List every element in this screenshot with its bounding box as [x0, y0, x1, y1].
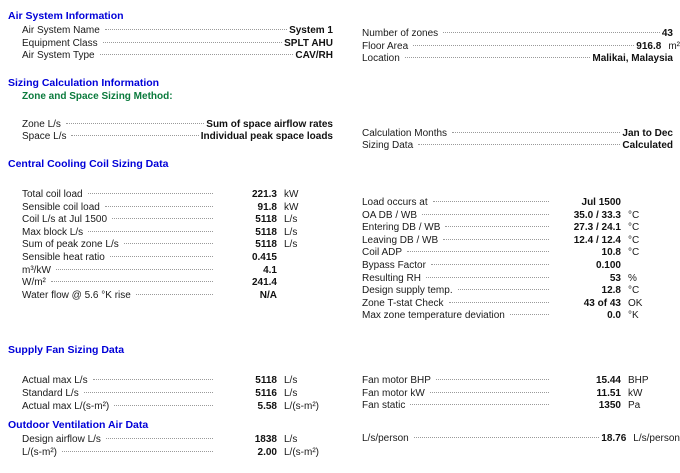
- row-label: Fan motor kW: [362, 387, 425, 399]
- leader-dots: [62, 445, 213, 455]
- row-label: Actual max L/(s-m²): [22, 400, 110, 412]
- row-unit: L/s: [284, 387, 298, 399]
- sizing-calc-right-rows: [340, 126, 680, 151]
- sizing-calc-left-rows: [0, 117, 340, 142]
- leader-dots: [407, 245, 549, 255]
- row-value: 43: [661, 28, 673, 39]
- table-row: [0, 373, 340, 386]
- row-value: 0.100: [595, 259, 621, 271]
- row-value: N/A: [259, 289, 277, 301]
- row-label: Fan static: [362, 400, 406, 412]
- row-value: Individual peak space loads: [200, 131, 333, 143]
- table-row: [340, 26, 680, 39]
- table-row: [0, 432, 340, 445]
- table-row: [0, 288, 340, 301]
- row-label: Entering DB / WB: [362, 222, 441, 234]
- row-value: 241.4: [251, 277, 277, 289]
- table-row: [0, 200, 340, 213]
- leader-dots: [426, 271, 549, 281]
- table-row: [0, 399, 340, 412]
- leader-dots: [452, 126, 620, 136]
- table-row: [340, 373, 680, 386]
- row-unit: kW: [284, 188, 299, 200]
- table-row: [340, 126, 680, 139]
- row-label: Space L/s: [22, 131, 67, 143]
- row-label: Total coil load: [22, 188, 83, 200]
- leader-dots: [84, 386, 213, 396]
- section-title-central-cooling-coil-sizing-data: Central Cooling Coil Sizing Data: [8, 157, 169, 170]
- row-value: 35.0 / 33.3: [573, 209, 621, 221]
- row-unit: °K: [628, 310, 639, 322]
- row-label: Water flow @ 5.6 °K rise: [22, 289, 131, 301]
- row-label: Equipment Class: [22, 37, 98, 49]
- row-label: Max block L/s: [22, 226, 84, 238]
- table-row: [0, 212, 340, 225]
- leader-dots: [105, 200, 213, 210]
- section-title-air-system-information: Air System Information: [8, 10, 124, 22]
- table-row: [0, 445, 340, 458]
- section-title-sizing-calculation-information: Sizing Calculation Information: [8, 76, 160, 89]
- table-row: [340, 51, 680, 64]
- row-unit: L/(s-m²): [284, 446, 319, 458]
- leader-dots: [124, 237, 213, 247]
- leader-dots: [458, 283, 549, 293]
- row-value: 221.3: [251, 188, 277, 200]
- row-unit: BHP: [628, 374, 649, 386]
- leader-dots: [410, 398, 549, 408]
- section-supply-fan-sizing-data: [0, 344, 340, 411]
- row-label: Location: [362, 53, 400, 65]
- row-unit: L/s: [284, 239, 298, 251]
- row-label: Air System Name: [22, 25, 100, 36]
- leader-dots: [430, 386, 549, 396]
- row-unit: kW: [628, 387, 643, 399]
- row-label: Air System Type: [22, 50, 95, 62]
- air-system-left-rows: [0, 23, 340, 61]
- row-unit: OK: [628, 297, 643, 309]
- row-value: 12.8: [601, 285, 621, 297]
- row-unit: °C: [628, 222, 640, 234]
- table-row: [340, 39, 680, 52]
- row-value: 18.76: [601, 432, 627, 444]
- leader-dots: [88, 187, 213, 197]
- row-value: 5118: [255, 214, 277, 226]
- table-row: [340, 386, 680, 399]
- row-unit: m²: [668, 40, 680, 52]
- left-column: [0, 0, 340, 457]
- table-row: [0, 36, 340, 49]
- outdoor-air-left-rows: [0, 432, 340, 457]
- row-value: 91.8: [257, 201, 277, 213]
- row-label: Standard L/s: [22, 387, 79, 399]
- row-value: 0.415: [251, 251, 277, 263]
- leader-dots: [414, 431, 600, 441]
- row-value: CAV/RH: [295, 50, 333, 62]
- row-value: 2.00: [257, 446, 277, 458]
- row-value: 1350: [598, 400, 621, 412]
- row-label: W/m²: [22, 277, 46, 289]
- row-value: Calculated: [622, 140, 673, 152]
- row-unit: kW: [284, 201, 299, 213]
- row-value: System 1: [289, 25, 333, 36]
- table-row: [340, 195, 680, 208]
- table-row: [340, 308, 680, 321]
- table-row: [340, 233, 680, 246]
- leader-dots: [110, 250, 213, 260]
- leader-dots: [136, 288, 213, 298]
- row-label: Coil L/s at Jul 1500: [22, 214, 108, 226]
- row-value: 11.51: [596, 387, 621, 399]
- row-unit: L/s: [284, 375, 298, 387]
- row-label: Floor Area: [362, 40, 409, 52]
- row-unit: %: [628, 272, 637, 284]
- row-value: 12.4 / 12.4: [573, 234, 621, 246]
- table-row: [0, 23, 340, 36]
- table-row: [0, 237, 340, 250]
- right-column: [340, 0, 680, 457]
- table-row: [340, 138, 680, 151]
- supply-fan-left-rows: [0, 373, 340, 411]
- table-row: [0, 225, 340, 238]
- row-value: 916.8: [636, 40, 662, 52]
- row-value: 27.3 / 24.1: [573, 222, 621, 234]
- table-row: [340, 208, 680, 221]
- row-label: m³/kW: [22, 264, 51, 276]
- row-value: Sum of space airflow rates: [206, 118, 333, 130]
- outdoor-air-right-rows: [340, 431, 680, 444]
- leader-dots: [112, 212, 213, 222]
- leader-dots: [433, 195, 549, 205]
- row-value: Malikai, Malaysia: [592, 53, 673, 65]
- row-value: 4.1: [263, 264, 277, 276]
- table-row: [340, 431, 680, 444]
- leader-dots: [106, 432, 213, 442]
- row-value: 10.8: [601, 247, 621, 259]
- leader-dots: [405, 51, 591, 61]
- table-row: [340, 296, 680, 309]
- section-sizing-calculation-information: [0, 77, 340, 142]
- row-value: 0.0: [607, 310, 621, 322]
- leader-dots: [51, 275, 213, 285]
- row-label: L/(s-m²): [22, 446, 57, 458]
- section-air-system-information: [0, 10, 340, 61]
- air-system-right-rows: [340, 26, 680, 64]
- table-row: [0, 129, 340, 142]
- row-label: Max zone temperature deviation: [362, 310, 505, 322]
- leader-dots: [436, 373, 549, 383]
- leader-dots: [418, 138, 620, 148]
- supply-fan-right-rows: [340, 373, 680, 411]
- leader-dots: [93, 373, 213, 383]
- leader-dots: [103, 36, 283, 46]
- leader-dots: [413, 39, 634, 49]
- row-value: Jan to Dec: [622, 127, 673, 139]
- row-label: Resulting RH: [362, 272, 421, 284]
- section-central-cooling-coil-sizing-data: [0, 158, 340, 300]
- row-unit: L/s: [284, 434, 298, 446]
- row-label: Sum of peak zone L/s: [22, 239, 119, 251]
- row-label: Actual max L/s: [22, 375, 88, 387]
- leader-dots: [443, 233, 549, 243]
- row-value: Jul 1500: [581, 196, 621, 208]
- cooling-coil-left-rows: [0, 187, 340, 300]
- leader-dots: [422, 208, 549, 218]
- row-value: SPLT AHU: [284, 37, 333, 49]
- row-label: Number of zones: [362, 28, 439, 39]
- row-unit: °C: [628, 247, 640, 259]
- leader-dots: [114, 399, 213, 409]
- row-value: 15.44: [595, 374, 621, 386]
- row-unit: L/(s-m²): [284, 400, 319, 412]
- row-value: 1838: [254, 434, 277, 446]
- leader-dots: [510, 308, 549, 318]
- row-label: Coil ADP: [362, 247, 403, 259]
- leader-dots: [56, 263, 213, 273]
- row-value: 43 of 43: [583, 297, 621, 309]
- table-row: [340, 271, 680, 284]
- leader-dots: [443, 26, 660, 36]
- row-label: Bypass Factor: [362, 259, 426, 271]
- leader-dots: [66, 117, 204, 127]
- row-unit: °C: [628, 234, 640, 246]
- section-title-outdoor-ventilation-air-data: Outdoor Ventilation Air Data: [8, 419, 149, 432]
- leader-dots: [88, 225, 213, 235]
- leader-dots: [449, 296, 549, 306]
- leader-dots: [431, 258, 549, 268]
- row-label: Leaving DB / WB: [362, 234, 439, 246]
- row-label: Zone T-stat Check: [362, 297, 444, 309]
- row-label: Design supply temp.: [362, 285, 453, 297]
- leader-dots: [445, 220, 549, 230]
- table-row: [0, 263, 340, 276]
- table-row: [340, 398, 680, 411]
- row-unit: °C: [628, 285, 640, 297]
- row-unit: °C: [628, 209, 640, 221]
- row-value: 5116: [255, 387, 277, 399]
- table-row: [0, 187, 340, 200]
- section-outdoor-ventilation-air-data: [0, 419, 340, 457]
- row-unit: L/s: [284, 214, 298, 226]
- row-value: 53: [609, 272, 621, 284]
- table-row: [0, 117, 340, 130]
- row-value: 5.58: [257, 400, 277, 412]
- row-label: OA DB / WB: [362, 209, 418, 221]
- table-row: [0, 275, 340, 288]
- row-unit: L/s: [284, 226, 298, 238]
- leader-dots: [105, 23, 287, 33]
- row-label: Zone L/s: [22, 118, 61, 130]
- row-value: 5118: [255, 375, 277, 387]
- table-row: [340, 220, 680, 233]
- row-label: Load occurs at: [362, 196, 428, 208]
- row-label: Sizing Data: [362, 140, 414, 152]
- row-label: Sensible coil load: [22, 201, 100, 213]
- section-title-supply-fan-sizing-data: Supply Fan Sizing Data: [8, 344, 125, 357]
- table-row: [0, 386, 340, 399]
- row-value: 5118: [255, 226, 277, 238]
- table-row: [340, 283, 680, 296]
- row-label: L/s/person: [362, 432, 409, 444]
- row-value: 5118: [255, 239, 277, 251]
- table-row: [0, 48, 340, 61]
- row-unit: L/s/person: [633, 432, 680, 444]
- row-label: Sensible heat ratio: [22, 251, 105, 263]
- leader-dots: [71, 129, 198, 139]
- subsection-title-zone-and-space-sizing-method: Zone and Space Sizing Method:: [22, 90, 173, 102]
- table-row: [340, 245, 680, 258]
- row-label: Fan motor BHP: [362, 374, 431, 386]
- row-unit: Pa: [628, 400, 641, 412]
- row-label: Design airflow L/s: [22, 434, 101, 446]
- cooling-coil-right-rows: [340, 195, 680, 321]
- row-label: Calculation Months: [362, 127, 448, 139]
- leader-dots: [100, 48, 294, 58]
